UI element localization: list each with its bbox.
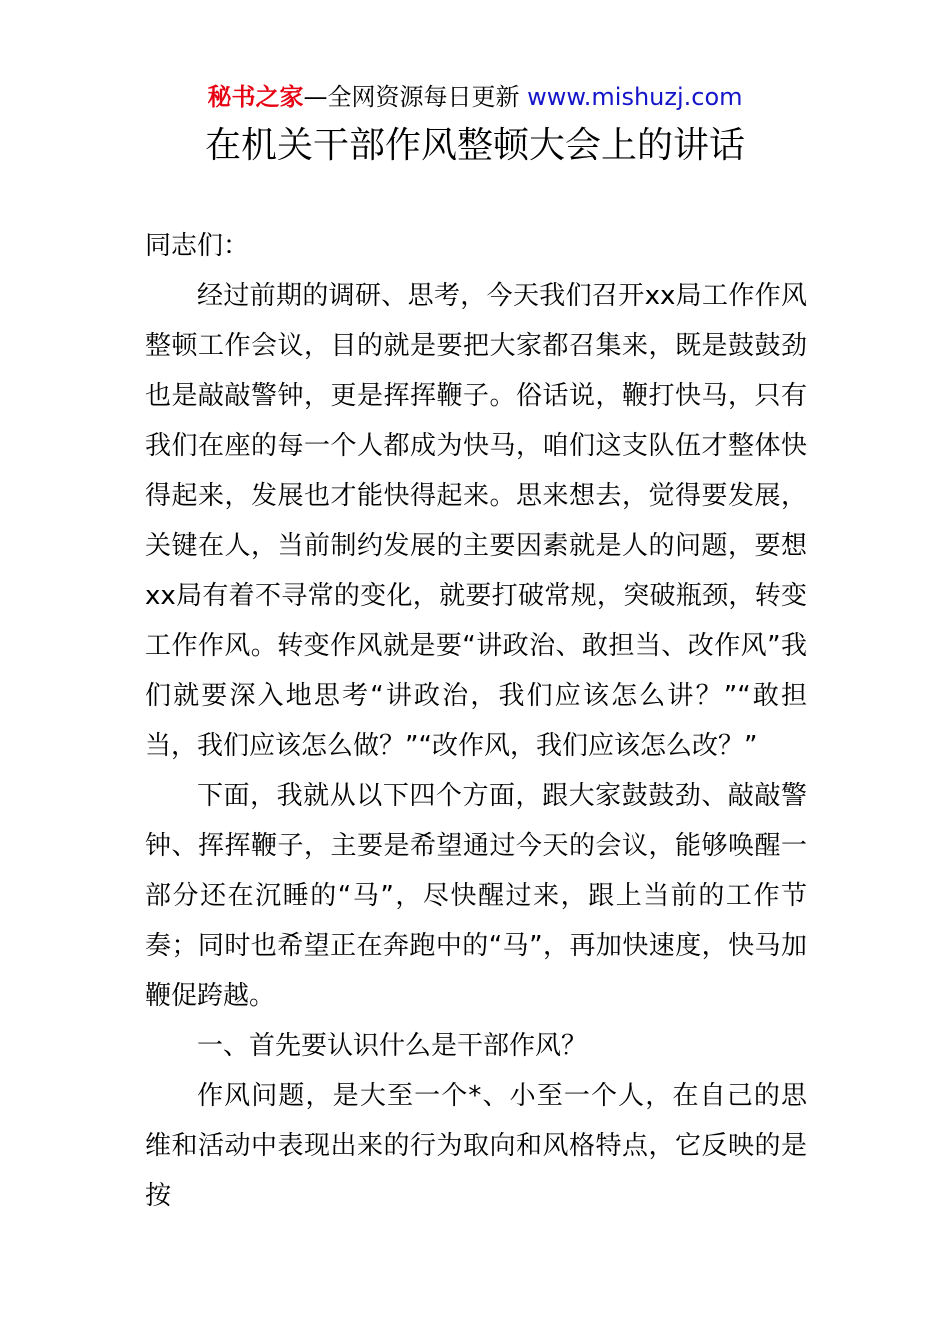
header-tagline: —全网资源每日更新 <box>303 83 528 111</box>
document-title: 在机关干部作风整顿大会上的讲话 <box>204 125 745 166</box>
paragraph-1: 经过前期的调研、思考，今天我们召开xx局工作作风整顿工作会议，目的就是要把大家都召集来，既是鼓鼓劲也是敲敲警钟，更是挥挥鞭子。俗话说，鞭打快马，只有我们在座的每一个人都成为快马，咱们这支队伍才整体快得起来，发展也才能快得起来。思来想去，觉得要发展，关键在人，当前制约发展的主要因素就是人的问题，要想xx局有着不寻常的变化，就要打破常规，突破瓶颈，转变工作作风。转变作风就是要“讲政治、敢担当、改作风”我们就要深入地思考“讲政治，我们应该怎么讲？”“敢担当，我们应该怎么做？”“改作风，我们应该怎么改？” <box>145 281 807 761</box>
paragraph-2: 下面，我就从以下四个方面，跟大家鼓鼓劲、敲敲警钟、挥挥鞭子，主要是希望通过今天的会议，能够唤醒一部分还在沉睡的“马”，尽快醒过来，跟上当前的工作节奏；同时也希望正在奔跑中的“马”，再加快速度，快马加鞭促跨越。 <box>145 781 807 1011</box>
site-header <box>0 80 950 114</box>
website-url: www.mishuzj.com <box>527 83 743 111</box>
section-heading-1: 一、首先要认识什么是干部作风？ <box>197 1031 588 1061</box>
salutation: 同志们： <box>145 231 250 261</box>
brand-name: 秘书之家 <box>207 83 304 111</box>
document-body <box>145 221 807 1221</box>
paragraph-3: 作风问题，是大至一个*、小至一个人，在自己的思维和活动中表现出来的行为取向和风格特点，它反映的是按 <box>145 1081 807 1211</box>
